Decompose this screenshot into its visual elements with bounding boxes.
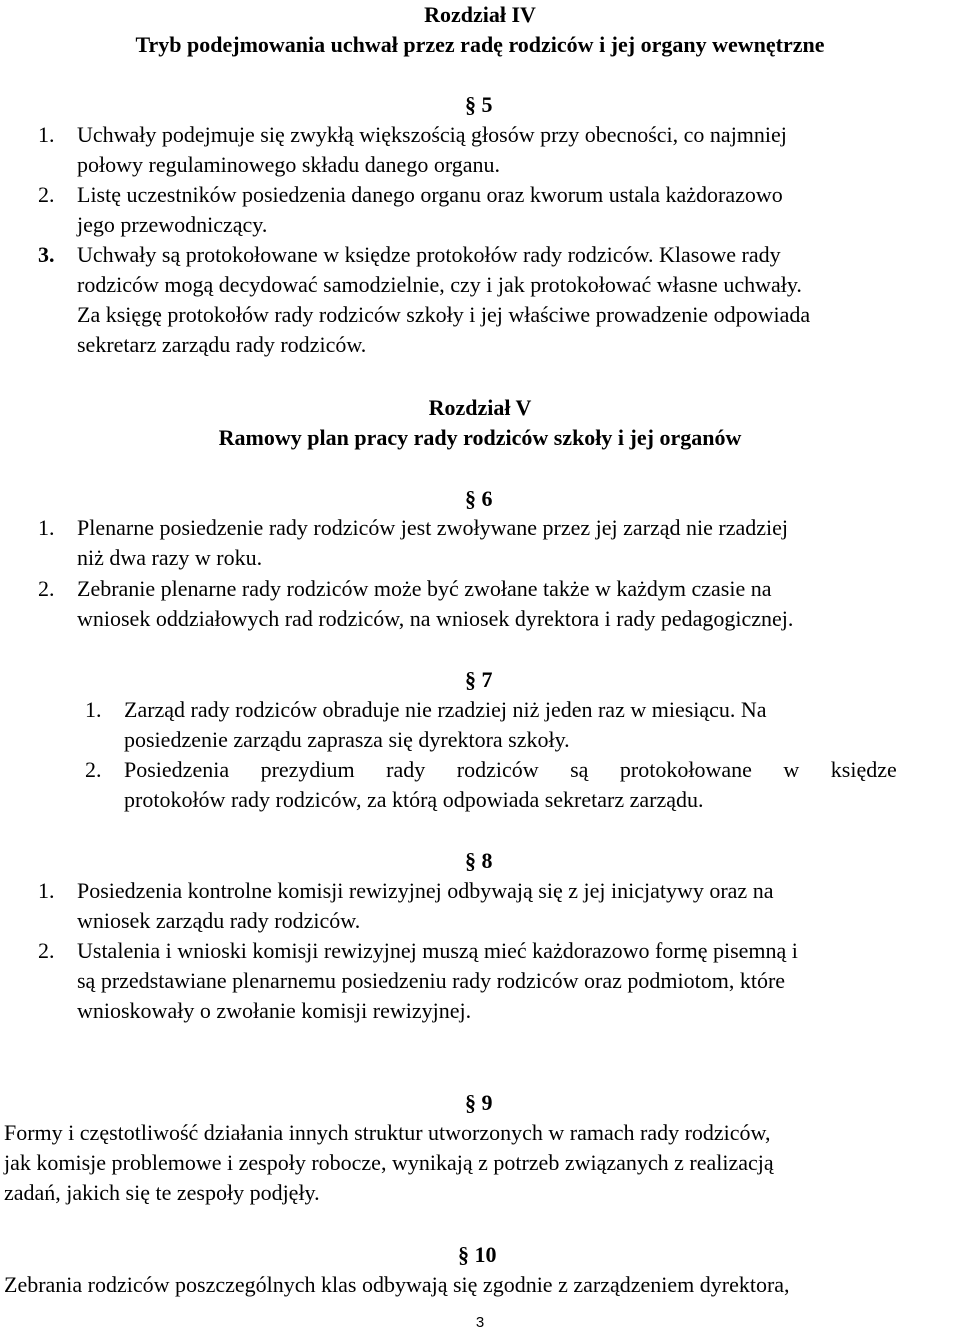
section-5-item-3-line-2: rodziców mogą decydować samodzielnie, czy i jak protokołować własne uchwały. bbox=[77, 272, 802, 297]
page-number: 3 bbox=[475, 1314, 485, 1331]
section-6-item-2-line-1: Zebranie plenarne rady rodziców może być zwołane także w każdym czasie na bbox=[77, 576, 772, 601]
section-8-item-2-line-3: wnioskowały o zwołanie komisji rewizyjnej. bbox=[77, 998, 472, 1023]
section-8-item-1-line-2: wniosek zarządu rady rodziców. bbox=[77, 908, 361, 933]
section-8-number: § 8 bbox=[465, 848, 493, 873]
chapter-4-heading: Rozdział IV bbox=[424, 2, 536, 27]
section-7-item-2-line-1: Posiedzenia prezydium rady rodziców są protokołowane w księdze bbox=[124, 757, 897, 782]
section-6-item-1-line-2: niż dwa razy w roku. bbox=[77, 545, 263, 570]
section-7-number: § 7 bbox=[465, 667, 493, 692]
section-8-item-2-number: 2. bbox=[38, 938, 55, 963]
section-6-item-1-number: 1. bbox=[38, 515, 55, 540]
section-7-item-2-number: 2. bbox=[85, 757, 102, 782]
section-8-item-2-line-1: Ustalenia i wnioski komisji rewizyjnej muszą mieć każdorazowo formę pisemną i bbox=[77, 938, 798, 963]
section-5-item-1-number: 1. bbox=[38, 122, 55, 147]
section-5-item-2-line-1: Listę uczestników posiedzenia danego organu oraz kworum ustala każdorazowo bbox=[77, 182, 783, 207]
section-5-item-2-line-2: jego przewodniczący. bbox=[77, 212, 268, 237]
section-5-item-3-line-4: sekretarz zarządu rady rodziców. bbox=[77, 332, 367, 357]
section-7-item-2-line-2: protokołów rady rodziców, za którą odpowiada sekretarz zarządu. bbox=[124, 787, 704, 812]
section-8-item-1-line-1: Posiedzenia kontrolne komisji rewizyjnej odbywają się z jej inicjatywy oraz na bbox=[77, 878, 774, 903]
section-10-line-1: Zebrania rodziców poszczególnych klas odbywają się zgodnie z zarządzeniem dyrektora, bbox=[4, 1272, 790, 1297]
section-6-item-2-number: 2. bbox=[38, 576, 55, 601]
section-7-item-1-line-1: Zarząd rady rodziców obraduje nie rzadziej niż jeden raz w miesiącu. Na bbox=[124, 697, 767, 722]
section-5-item-3-line-3: Za księgę protokołów rady rodziców szkoły i jej właściwe prowadzenie odpowiada bbox=[77, 302, 811, 327]
section-7-item-1-line-2: posiedzenie zarządu zaprasza się dyrektora szkoły. bbox=[124, 727, 570, 752]
section-5-number: § 5 bbox=[465, 92, 493, 117]
chapter-4-title: Tryb podejmowania uchwał przez radę rodziców i jej organy wewnętrzne bbox=[135, 32, 825, 57]
section-5-item-3-number: 3. bbox=[38, 242, 55, 267]
chapter-5-title: Ramowy plan pracy rady rodziców szkoły i jej organów bbox=[218, 425, 742, 450]
chapter-5-heading: Rozdział V bbox=[428, 395, 532, 420]
section-9-line-3: zadań, jakich się te zespoły podjęły. bbox=[4, 1180, 320, 1205]
section-6-item-1-line-1: Plenarne posiedzenie rady rodziców jest zwoływane przez jej zarząd nie rzadziej bbox=[77, 515, 788, 540]
section-6-number: § 6 bbox=[465, 486, 493, 511]
section-5-item-1-line-1: Uchwały podejmuje się zwykłą większością głosów przy obecności, co najmniej bbox=[77, 122, 787, 147]
section-8-item-2-line-2: są przedstawiane plenarnemu posiedzeniu rady rodziców oraz podmiotom, które bbox=[77, 968, 786, 993]
section-9-number: § 9 bbox=[465, 1090, 493, 1115]
section-5-item-2-number: 2. bbox=[38, 182, 55, 207]
section-6-item-2-line-2: wniosek oddziałowych rad rodziców, na wniosek dyrektora i rady pedagogicznej. bbox=[77, 606, 794, 631]
section-5-item-1-line-2: połowy regulaminowego składu danego organu. bbox=[77, 152, 501, 177]
section-10-number: § 10 bbox=[458, 1242, 497, 1267]
section-9-line-2: jak komisje problemowe i zespoły robocze, wynikają z potrzeb związanych z realizacją bbox=[4, 1150, 774, 1175]
section-8-item-1-number: 1. bbox=[38, 878, 55, 903]
section-5-item-3-line-1: Uchwały są protokołowane w księdze protokołów rady rodziców. Klasowe rady bbox=[77, 242, 781, 267]
section-9-line-1: Formy i częstotliwość działania innych struktur utworzonych w ramach rady rodziców, bbox=[4, 1120, 771, 1145]
section-7-item-1-number: 1. bbox=[85, 697, 102, 722]
